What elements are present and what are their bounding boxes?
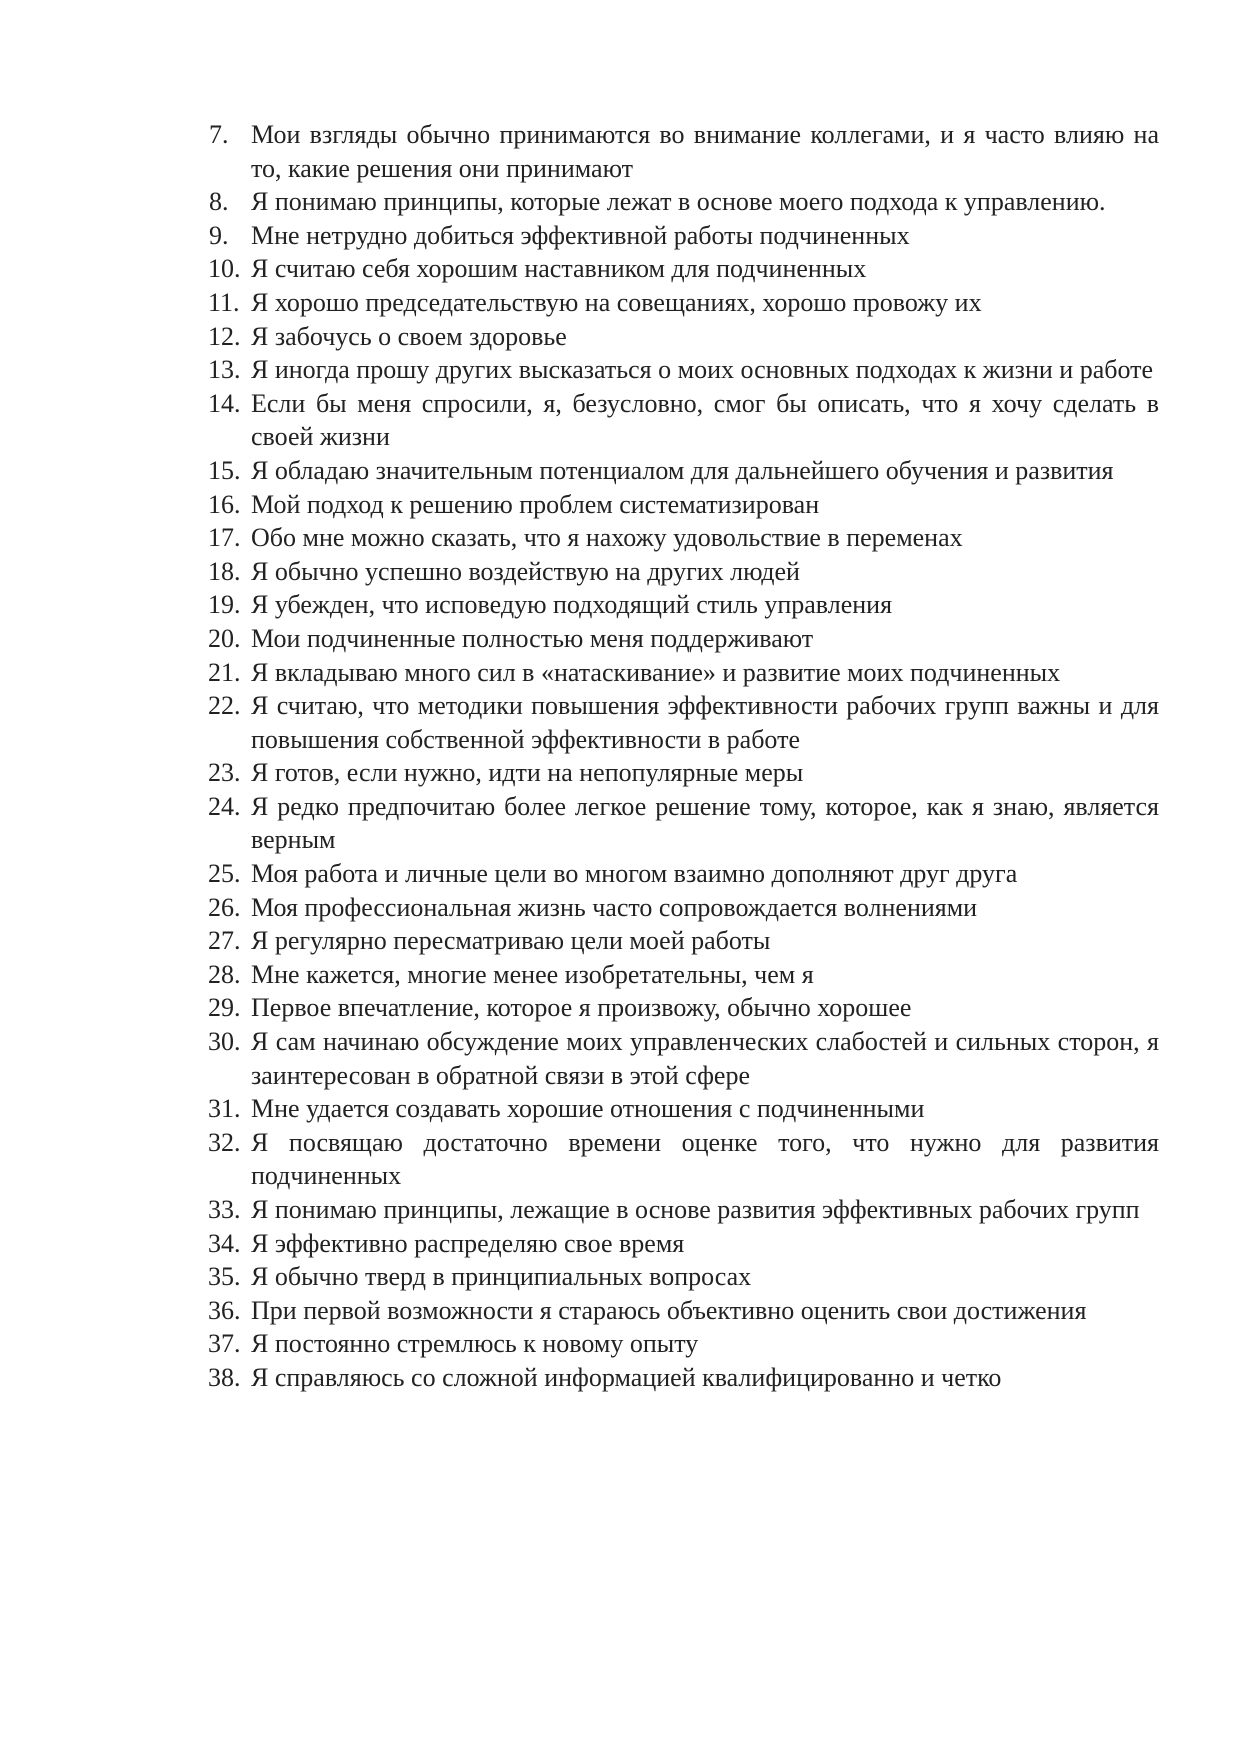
list-item [209,689,1159,756]
item-text: Я понимаю принципы, лежащие в основе развития эффективных рабочих групп [251,1195,1140,1224]
item-text: Я посвящаю достаточно времени оценке того, что нужно для развития подчиненных [251,1127,1159,1191]
list-item [209,454,1159,488]
item-number: 30. [208,1027,241,1057]
item-text: Я регулярно пересматриваю цели моей работы [251,926,771,956]
list-item [209,521,1159,555]
item-text: Я редко предпочитаю более легкое решение тому, которое, как я знаю, является верным [251,791,1159,855]
item-number: 21. [208,657,241,687]
item-text: Я считаю себя хорошим наставником для подчиненных [251,254,867,284]
item-text: Мне нетрудно добиться эффективной работы подчиненных [251,220,910,250]
list-item [209,1193,1159,1227]
item-text: Я обладаю значительным потенциалом для дальнейшего обучения и развития [251,455,1114,485]
item-text: Я обычно тверд в принципиальных вопросах [251,1262,752,1292]
list-item [209,1227,1159,1261]
item-text: Я готов, если нужно, идти на непопулярные меры [251,758,804,788]
item-number: 29. [208,993,241,1023]
item-text: Я убежден, что исповедую подходящий стиль управления [251,590,893,620]
list-item [209,588,1159,622]
list-item [209,622,1159,656]
item-number: 35. [208,1262,241,1292]
item-text: Первое впечатление, которое я произвожу, обычно хорошее [251,993,912,1023]
item-number: 11. [208,287,240,317]
item-text: Мой подход к решению проблем систематизирован [251,489,820,519]
item-text: Я хорошо председательствую на совещаниях, хорошо провожу их [251,287,982,317]
list-item [209,118,1159,185]
item-number: 28. [208,959,241,989]
list-item [209,1327,1159,1361]
item-number: 19. [208,590,241,620]
list-item [209,353,1159,387]
item-number: 10. [208,254,241,284]
item-number: 25. [208,859,241,889]
list-item [209,1361,1159,1395]
item-number: 37. [208,1329,241,1359]
item-number: 22. [208,691,241,721]
item-text: Если бы меня спросили, я, безусловно, смог бы описать, что я хочу сделать в своей жизни [251,388,1159,452]
item-text: Я понимаю принципы, которые лежат в основе моего подхода к управлению. [251,187,1106,217]
item-text: Обо мне можно сказать, что я нахожу удовольствие в переменах [251,523,963,553]
list-item [209,1092,1159,1126]
list-item [209,1126,1159,1193]
item-number: 9. [209,220,229,250]
item-text: Я постоянно стремлюсь к новому опыту [251,1329,699,1359]
item-text: Я обычно успешно воздействую на других людей [251,556,800,586]
list-item [209,286,1159,320]
item-number: 36. [208,1295,241,1325]
item-number: 26. [208,892,241,922]
questionnaire-list [209,118,1159,1395]
item-text: Я забочусь о своем здоровье [251,321,567,351]
list-item [209,991,1159,1025]
item-number: 17. [208,523,241,553]
list-item [209,656,1159,690]
item-number: 8. [209,187,229,217]
list-item [209,1260,1159,1294]
item-number: 32. [208,1127,241,1157]
item-number: 27. [208,926,241,956]
list-item [209,790,1159,857]
item-text: Я считаю, что методики повышения эффективности рабочих групп важны и для повышения собственной эффективности в работе [251,691,1159,754]
list-item [209,891,1159,925]
item-number: 7. [209,120,229,149]
item-number: 31. [208,1094,241,1124]
item-number: 16. [208,489,241,519]
item-number: 18. [208,556,241,586]
list-item [209,252,1159,286]
item-text: При первой возможности я стараюсь объективно оценить свои достижения [251,1295,1087,1325]
item-number: 23. [208,758,241,788]
item-number: 20. [208,623,241,653]
item-number: 13. [208,355,241,385]
list-item [209,185,1159,219]
list-item [209,924,1159,958]
list-item [209,387,1159,454]
list-item [209,555,1159,589]
list-item [209,1025,1159,1092]
list-item [209,219,1159,253]
item-number: 12. [208,321,241,351]
item-number: 33. [208,1195,241,1224]
item-text: Я вкладываю много сил в «натаскивание» и развитие моих подчиненных [251,657,1061,687]
list-item [209,1294,1159,1328]
item-text: Мне кажется, многие менее изобретательны, чем я [251,959,814,989]
list-item [209,756,1159,790]
item-text: Я справляюсь со сложной информацией квалифицированно и четко [251,1362,1002,1392]
list-item [209,958,1159,992]
list-item [209,857,1159,891]
item-number: 38. [208,1362,241,1392]
item-number: 34. [208,1228,241,1258]
item-text: Мои взгляды обычно принимаются во внимание коллегами, и я часто влияю на то, какие решения они принимают [251,120,1159,183]
item-text: Я сам начинаю обсуждение моих управленческих слабостей и сильных сторон, я заинтересован в обратной связи в этой сфере [251,1027,1159,1090]
list-item [209,488,1159,522]
item-text: Я иногда прошу других высказаться о моих основных подходах к жизни и работе [251,355,1154,385]
item-text: Моя профессиональная жизнь часто сопровождается волнениями [251,892,978,922]
list-item [209,320,1159,354]
item-number: 14. [208,388,241,418]
item-number: 15. [208,455,241,485]
item-number: 24. [208,791,241,821]
item-text: Мне удается создавать хорошие отношения с подчиненными [251,1094,925,1124]
item-text: Моя работа и личные цели во многом взаимно дополняют друг друга [251,859,1018,889]
item-text: Мои подчиненные полностью меня поддерживают [251,623,814,653]
item-text: Я эффективно распределяю свое время [251,1228,685,1258]
